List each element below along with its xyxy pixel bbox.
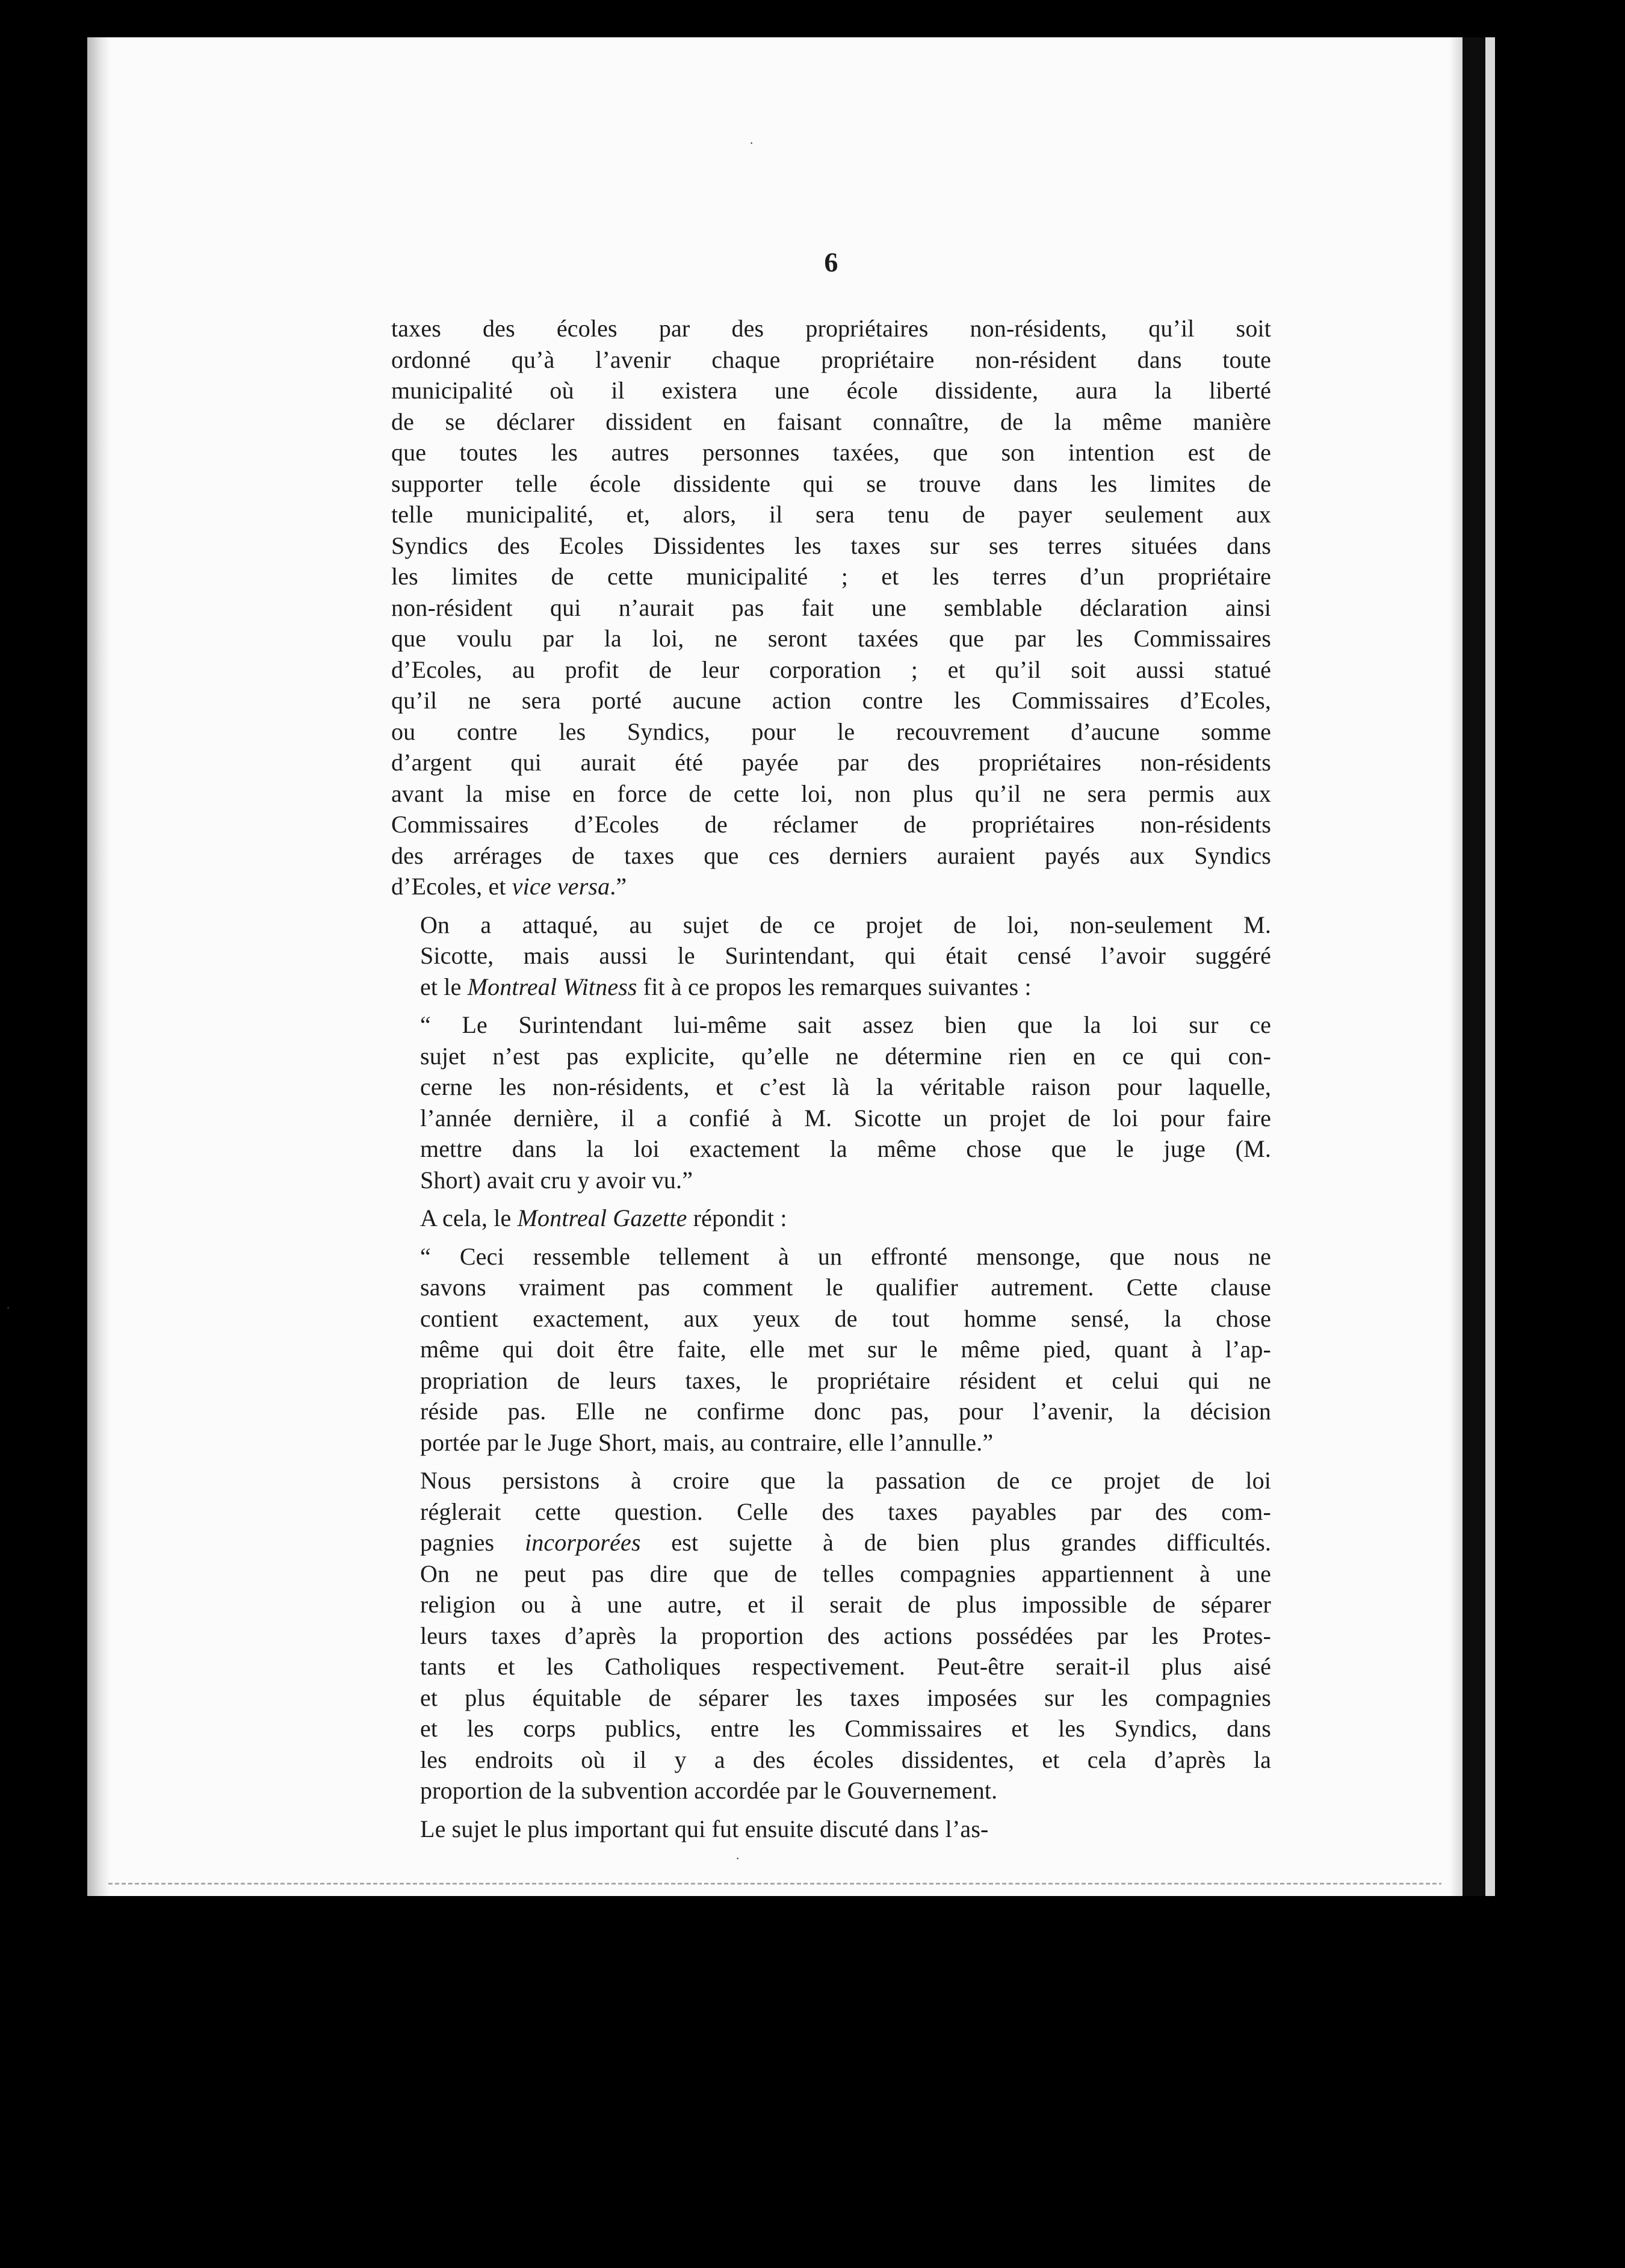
text-line: l’année dernière, il a confié à M. Sicotte un projet de loi pour faire (420, 1104, 1271, 1132)
text-line: taxes des écoles par des propriétaires non-résidents, qu’il soit (391, 315, 1271, 342)
paragraph (391, 909, 1271, 1003)
text-line: proportion de la subvention accordée par le Gouvernement. (420, 1777, 998, 1804)
text-line: Sicotte, mais aussi le Surintendant, qui était censé l’avoir suggéré (420, 942, 1271, 969)
paragraph (391, 1241, 1271, 1458)
text-line: savons vraiment pas comment le qualifier autrement. Cette clause (420, 1274, 1271, 1301)
text-line: On a attaqué, au sujet de ce projet de loi, non-seulement M. (420, 911, 1271, 938)
text-line: mettre dans la loi exactement la même chose que le juge (M. (420, 1135, 1271, 1162)
text-line: réside pas. Elle ne confirme donc pas, pour l’avenir, la décision (420, 1398, 1271, 1425)
page-text (391, 247, 1271, 1851)
text-line: municipalité où il existera une école dissidente, aura la liberté (391, 377, 1271, 404)
text-line: religion ou à une autre, et il serait de plus impossible de séparer (420, 1591, 1271, 1618)
text-line: supporter telle école dissidente qui se trouve dans les limites de (391, 469, 1271, 497)
text-line: cerne les non-résidents, et c’est là la véritable raison pour laquelle, (420, 1073, 1271, 1100)
page-number: 6 (824, 247, 838, 277)
text-line: que voulu par la loi, ne seront taxées que par les Commissaires (391, 625, 1271, 652)
text-line: non-résident qui n’aurait pas fait une semblable déclaration ainsi (391, 593, 1271, 621)
speck-mark: · (735, 1851, 740, 1866)
text-line: pagnies incorporées est sujette à de bien plus grandes difficultés. (420, 1529, 1271, 1556)
text-line: qu’il ne sera porté aucune action contre les Commissaires d’Ecoles, (391, 687, 1271, 714)
text-line: contient exactement, aux yeux de tout homme sensé, la chose (420, 1304, 1271, 1332)
text-line: les limites de cette municipalité ; et les terres d’un propriétaire (391, 563, 1271, 590)
speck-mark: · (6, 1300, 11, 1315)
page-right-edge (1449, 37, 1462, 1896)
text-line: leurs taxes d’après la proportion des actions possédées par les Protes- (420, 1622, 1271, 1649)
text-line: d’Ecoles, au profit de leur corporation ; et qu’il soit aussi statué (391, 655, 1271, 683)
text-line: Commissaires d’Ecoles de réclamer de propriétaires non-résidents (391, 811, 1271, 838)
paragraph (391, 1203, 1271, 1234)
text-line: et les corps publics, entre les Commissaires et les Syndics, dans (420, 1715, 1271, 1742)
text-line: de se déclarer dissident en faisant connaître, de la même manière (391, 407, 1271, 435)
text-line: d’argent qui aurait été payée par des propriétaires non-résidents (391, 749, 1271, 776)
paragraph (391, 1009, 1271, 1195)
text-line: les endroits où il y a des écoles dissidentes, et cela d’après la (420, 1746, 1271, 1773)
text-line: “ Le Surintendant lui-même sait assez bien que la loi sur ce (420, 1011, 1271, 1038)
paragraph (391, 1814, 1271, 1845)
text-line: même qui doit être faite, elle met sur le même pied, quant à l’ap- (420, 1336, 1271, 1363)
text-line: propriation de leurs taxes, le propriétaire résident et celui qui ne (420, 1366, 1271, 1394)
spine-edge-strip (1485, 37, 1495, 1896)
text-line: avant la mise en force de cette loi, non plus qu’il ne sera permis aux (391, 779, 1271, 807)
text-line: que toutes les autres personnes taxées, que son intention est de (391, 439, 1271, 466)
text-line: portée par le Juge Short, mais, au contraire, elle l’annulle.” (420, 1428, 994, 1456)
text-line: d’Ecoles, et vice versa.” (391, 873, 627, 900)
text-line: Short) avait cru y avoir vu.” (420, 1166, 693, 1194)
text-line: telle municipalité, et, alors, il sera tenu de payer seulement aux (391, 501, 1271, 528)
text-line: A cela, le Montreal Gazette répondit : (420, 1204, 787, 1232)
page-gutter-shadow (87, 37, 110, 1896)
text-line: ou contre les Syndics, pour le recouvrement d’aucune somme (391, 717, 1271, 745)
text-line: “ Ceci ressemble tellement à un effronté mensonge, que nous ne (420, 1242, 1271, 1270)
speck-mark: · (749, 135, 754, 150)
text-line: Le sujet le plus important qui fut ensuite discuté dans l’as- (420, 1815, 989, 1842)
page-bottom-edge (108, 1883, 1441, 1885)
paragraph (391, 313, 1271, 902)
text-line: Syndics des Ecoles Dissidentes les taxes sur ses terres situées dans (391, 531, 1271, 559)
text-line: ordonné qu’à l’avenir chaque propriétaire non-résident dans toute (391, 345, 1271, 373)
paragraphs-container (391, 313, 1271, 1844)
book-spine (1462, 37, 1485, 1896)
paragraph (391, 1465, 1271, 1806)
text-line: et plus équitable de séparer les taxes imposées sur les compagnies (420, 1684, 1271, 1711)
text-line: Nous persistons à croire que la passation de ce projet de loi (420, 1467, 1271, 1494)
text-line: sujet n’est pas explicite, qu’elle ne détermine rien en ce qui con- (420, 1042, 1271, 1070)
text-line: des arrérages de taxes que ces derniers auraient payés aux Syndics (391, 841, 1271, 869)
text-line: réglerait cette question. Celle des taxes payables par des com- (420, 1498, 1271, 1525)
text-line: et le Montreal Witness fit à ce propos les remarques suivantes : (420, 973, 1032, 1000)
text-line: On ne peut pas dire que de telles compagnies appartiennent à une (420, 1560, 1271, 1587)
text-line: tants et les Catholiques respectivement. Peut-être serait-il plus aisé (420, 1653, 1271, 1680)
